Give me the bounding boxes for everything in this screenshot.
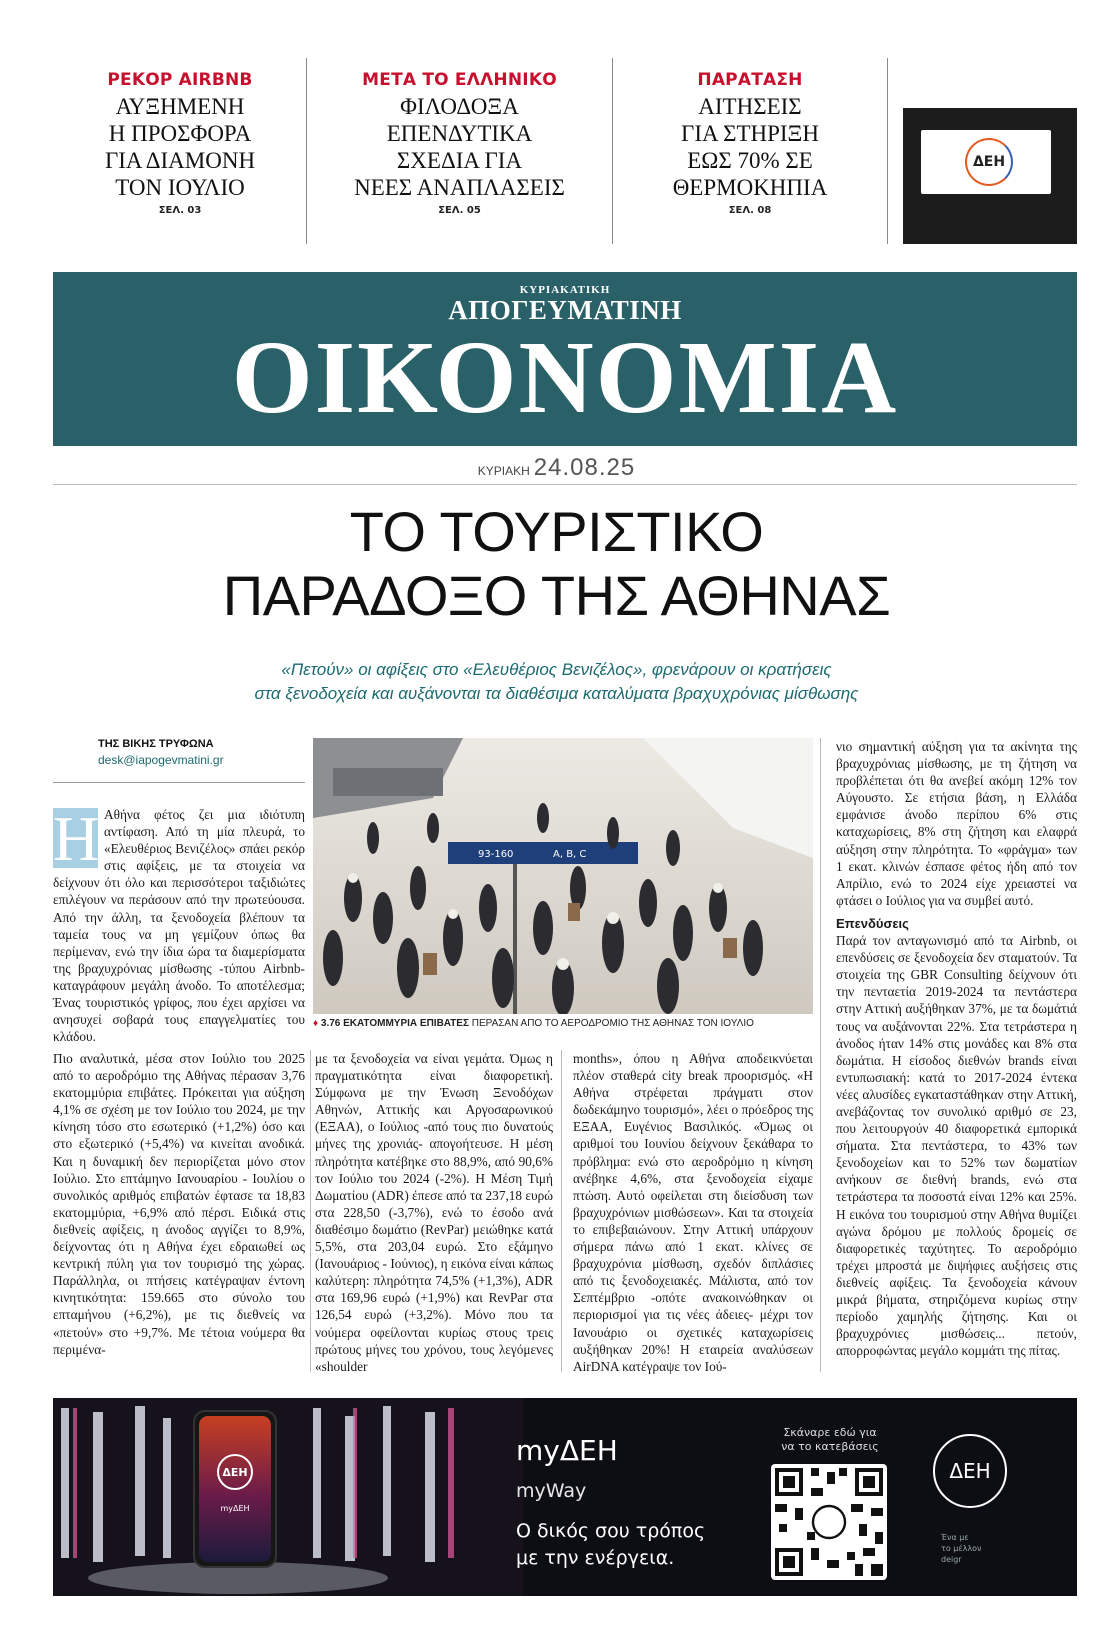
masthead-brand: ΑΠΟΓΕΥΜΑΤΙΝΗ — [448, 295, 682, 325]
section-masthead — [53, 272, 1077, 446]
dei-advertisement[interactable] — [53, 1398, 1077, 1596]
article-subheadline: «Πετούν» οι αφίξεις στο «Ελευθέριος Βενιζέλος», φρενάρουν οι κρατήσεις στα ξενοδοχεία και αυξάνονται τα διαθέσιμα καταλύματα βραχυχρόνιας μίσθωσης — [254, 660, 859, 703]
article-column-2 — [315, 1050, 553, 1375]
ad-subtitle: myWay — [516, 1480, 587, 1502]
article-paragraph: Πιο αναλυτικά, μέσα στον Ιούλιο του 2025 από το αεροδρόμιο της Αθήνας πέρασαν 3,76 εκατομμύρια επιβάτες. Πρόκειται για αύξηση 4,1% σε σχέση με τον Ιούλιο του 2024, με την κίνηση τόσο στο εσωτερικό (+1,2%) όσο και στο εξωτερικό (+5,4%) να κινείται ανοδικά. Και η δυναμική δεν περιορίζεται μόνο στον Ιούλιο. Στο επτάμηνο Ιανουαρίου - Ιουλίου ο συνολικός αριθμός επιβατών έφτασε τα 18,83 εκατομμύρια, +6,9% από πέρσι. Ειδικά στις διεθνείς αφίξεις, η άνοδος αγγίζει το 8,9%, δείχνοντας ότι η Αθήνα έχει εδραιωθεί ως κεντρική πύλη για τον τουρισμό της χώρας. Παράλληλα, οι πτήσεις κατέγραψαν έντονη κινητικότητα: 159.665 στο σύνολο του επταμήνου (+6,2%), με τις διεθνείς να «πετούν» στο +9,7%. Με τέτοια νούμερα θα περιμένα- — [53, 1051, 305, 1357]
article-headline: ΤΟ ΤΟΥΡΙΣΤΙΚΟ ΠΑΡΑΔΟΞΟ ΤΗΣ ΑΘΗΝΑΣ — [222, 500, 891, 627]
byline — [98, 738, 224, 767]
teaser-headline: ΑΥΞΗΜΕΝΗ Η ΠΡΟΣΦΟΡΑ ΓΙΑ ΔΙΑΜΟΝΗ ΤΟΝ ΙΟΥΛΙΟ — [104, 94, 256, 200]
ad-tagline: Ένα με το μέλλον deigr — [941, 1533, 982, 1564]
author-email[interactable]: desk@iapogevmatini.gr — [98, 753, 224, 767]
article-paragraph: months», όπου η Αθήνα αποδεικνύεται πλέον σταθερά city break προορισμός. «Η Αθήνα στρέφεται πράγματι στον δωδεκάμηνο τουρισμό», λέει ο πρόεδρος της ΕΞΑΑ, Ευγένιος Βασιλικός. «Όμως οι αριθμοί του Ιουνίου δείχνουν ξεκάθαρα το πρόβλημα: ενώ στο αεροδρόμιο η κίνηση ανέβηκε 4,6%, στα ξενοδοχεία είχαμε πτώση. Αυτό οφείλεται στη διείσδυση των βραχυχρόνιων μισθώσεων». Και τα στοιχεία το επιβεβαιώνουν. Στην Αττική υπάρχουν σήμερα πάνω από 1 εκατ. κλίνες σε βραχυχρόνια μίσθωση, σχεδόν διπλάσιες από τις ξενοδοχειακές. Μάλιστα, από τον Σεπτέμβριο -οπότε ανακοινώθηκαν οι περιορισμοί για τις νέες άδειες- μέχρι τον Ιανουάριο οι σχετικές καταχωρίσεις αυξήθηκαν 20%! Η εταιρεία αναλύσεων AirDNA κατέγραψε τον Ιού- — [573, 1051, 813, 1374]
article-column-1-top — [53, 803, 305, 1045]
divider — [310, 1050, 311, 1372]
teaser-airbnb[interactable] — [54, 58, 306, 248]
divider — [561, 1050, 562, 1372]
date-day: ΚΥΡΙΑΚΗ — [477, 464, 530, 478]
author-name: ΤΗΣ ΒΙΚΗΣ ΤΡΥΦΩΝΑ — [98, 738, 214, 750]
teaser-kicker: ΜΕΤΑ ΤΟ ΕΛΛΗΝΙΚΟ — [362, 70, 557, 90]
article-paragraph: νιο σημαντική αύξηση για τα ακίνητα της βραχυχρόνιας μίσθωσης, με τη ζήτηση να προβλέπεται ότι θα ανεβεί ακόμη 12% τον Αύγουστο. Σε ετήσια βάση, η Ελλάδα εμφάνισε άνοδο περίπου 6% στις καταχωρίσεις, 8% στη ζήτηση και ελαφρά αύξηση στην πληρότητα. Το «φράγμα» των 1 εκατ. κλινών έσπασε φέτος ήδη από τον Απρίλιο, ενώ το 2024 είχε χρειαστεί να φτάσει ο Ιούλιος για να συμβεί αυτό. — [836, 739, 1077, 908]
divider — [53, 484, 1077, 485]
teaser-headline: ΑΙΤΗΣΕΙΣ ΓΙΑ ΣΤΗΡΙΞΗ ΕΩΣ 70% ΣΕ ΘΕΡΜΟΚΗΠΙΑ — [672, 94, 828, 200]
article-column-4 — [836, 738, 1077, 1359]
airport-crowd-image — [313, 738, 813, 1014]
date-value: 24.08.25 — [533, 454, 636, 481]
section-subtitle: Επενδύσεις — [836, 915, 909, 931]
qr-pattern — [771, 1464, 887, 1580]
sign-text: A, B, C — [553, 849, 587, 860]
promo-dei-box[interactable] — [903, 108, 1077, 244]
ad-light-bars — [53, 1398, 523, 1596]
divider — [887, 58, 888, 244]
teaser-kicker: ΡΕΚΟΡ AIRBNB — [107, 70, 253, 90]
teaser-elliniko[interactable] — [307, 58, 612, 248]
ad-title: myΔΕΗ — [516, 1434, 618, 1467]
dei-logo-icon: ΔΕΗ — [965, 138, 1013, 186]
teaser-headline: ΦΙΛΟΔΟΞΑ ΕΠΕΝΔΥΤΙΚΑ ΣΧΕΔΙΑ ΓΙΑ ΝΕΕΣ ΑΝΑΠΛΑΣΕΙΣ — [354, 94, 565, 200]
article-photo — [313, 738, 813, 1014]
dropcap: Η — [53, 803, 100, 874]
section-title: ΟΙΚΟΝΟΜΙΑ — [231, 320, 899, 435]
sign-text: 93-160 — [478, 849, 514, 860]
teaser-page-ref: ΣΕΛ. 08 — [728, 205, 772, 216]
teaser-page-ref: ΣΕΛ. 03 — [158, 205, 202, 216]
dateline — [0, 454, 1113, 482]
article-paragraph: Παρά τον ανταγωνισμό από τα Airbnb, οι επενδύσεις σε ξενοδοχεία δεν σταματούν. Τα στοιχεία της GBR Consulting δείχνουν ότι την πενταετία 2019-2024 τα πεντάστερα στην Αττική αυξήθηκαν 37%, με τα δωμάτιά τους να αυξάνονται 22%. Στα τετράστερα η άνοδος ήταν 14% στις μονάδες και 8% στα δωμάτια. Η είσοδος διεθνών brands είναι εντυπωσιακή: κατά το 2017-2024 έντεκα νέες αλυσίδες εγκαταστάθηκαν στην Αττική, ανεβάζοντας τον συνολικό αριθμό σε 23, που λειτουργούν 40 διαφορετικά εμπορικά σήματα. Στα πεντάστερα, το 43% των ξενοδοχείων και το 52% των δωματίων ανήκουν σε διεθνή brands, ενώ στα τετράστερα τα ποσοστά είναι 12% και 25%. Η εικόνα του τουρισμού στην Αθήνα θυμίζει αγώνα δρόμου με πολλούς δρομείς σε διαφορετικές ταχύτητες. Το αεροδρόμιο τρέχει μπροστά με διψήφιες αυξήσεις στις διεθνείς αφίξεις. Τα ξενοδοχεία κάνουν μικρά βήματα, στηριζόμενα κυρίως στην περίοδο χαμηλής ζήτησης. Και οι βραχυχρόνιες μισθώσεις... πετούν, απορροφώντας μεγάλο κομμάτι της πίτας. — [836, 933, 1077, 1359]
promo-card — [921, 130, 1051, 194]
teaser-page-ref: ΣΕΛ. 05 — [438, 205, 481, 216]
masthead-kicker: ΚΥΡΙΑΚΑΤΙΚΗ — [519, 284, 611, 296]
dei-logo-icon: ΔΕΗ — [933, 1434, 1007, 1508]
article-paragraph: με τα ξενοδοχεία να είναι γεμάτα. Όμως η πραγματικότητα είναι διαφορετική. Σύμφωνα με την Ένωση Ξενοδόχων Αθηνών, Αττικής και Αργοσαρωνικού (ΕΞΑΑ), ο Ιούλιος -από τους πιο δυνατούς μήνες της χρονιάς- απογοήτευσε. Η μέση πληρότητα κατέβηκε στο 88,9%, από 90,6% τον Ιούλιο του 2024 (-2%). Η Μέση Τιμή Δωματίου (ADR) έπεσε από τα 237,18 ευρώ στα 228,50 (-3,7%), ενώ το έσοδο ανά διαθέσιμο δωμάτιο (RevPar) μειώθηκε κατά 5,5%, στα 203,04 ευρώ. Στο εξάμηνο (Ιανουάριος - Ιούνιος), η εικόνα είναι κάπως καλύτερη: πληρότητα 74,5% (+1,3%), ADR στα 169,96 ευρώ (+1,9%) και RevPar στα 126,54 ευρώ (+3,2%). Μόνο που τα νούμερα οφείλονται κυρίως στους τρεις πρώτους μήνες του χρόνου, τους λεγόμενες «shoulder — [315, 1051, 553, 1374]
article-column-3 — [573, 1050, 813, 1375]
phone-screen — [199, 1416, 271, 1562]
divider — [820, 738, 821, 1372]
ad-scan-prompt: Σκάναρε εδώ για να το κατεβάσεις — [781, 1426, 879, 1453]
qr-code-icon[interactable] — [771, 1464, 887, 1580]
dei-logo-icon: ΔΕΗ — [217, 1454, 253, 1490]
article-paragraph: Αθήνα φέτος ζει μια ιδιότυπη αντίφαση. Από τη μία πλευρά, το «Ελευθέριος Βενιζέλος» σπάει ρεκόρ στις αφίξεις, με τα στοιχεία να δείχνουν ότι όλο και περισσότεροι ταξιδιώτες επιλέγουν να περάσουν από την πρωτεύουσα. Από την άλλη, τα ξενοδοχεία βλέπουν τα ταμεία τους να μη γεμίζουν όπως θα περίμεναν, ενώ την ίδια ώρα τα διαμερίσματα της βραχυχρόνιας μίσθωσης -τύπου Airbnb- καταγράφουν μεγάλη άνοδο. Το αποτέλεσμα; Ένας τουριστικός γρίφος, που έχει αρχίσει να ανησυχεί σοβαρά τους επαγγελματίες του κλάδου. — [53, 807, 305, 1045]
phone-app-label: myΔΕΗ — [220, 1504, 250, 1513]
ad-phone-image — [193, 1410, 277, 1568]
caption-bullet-icon: ♦ — [313, 1018, 319, 1029]
ad-slogan: Ο δικός σου τρόπος με την ενέργεια. — [516, 1520, 706, 1569]
article-column-1 — [53, 1050, 305, 1358]
teaser-greenhouses[interactable] — [613, 58, 887, 248]
teaser-kicker: ΠΑΡΑΤΑΣΗ — [697, 70, 803, 90]
divider — [53, 782, 305, 783]
photo-caption: ♦ 3.76 ΕΚΑΤΟΜΜΥΡΙΑ ΕΠΙΒΑΤΕΣ ΠΕΡΑΣΑΝ ΑΠΟ ΤΟ ΑΕΡΟΔΡΟΜΙΟ ΤΗΣ ΑΘΗΝΑΣ ΤΟΝ ΙΟΥΛΙΟ — [313, 1018, 754, 1029]
